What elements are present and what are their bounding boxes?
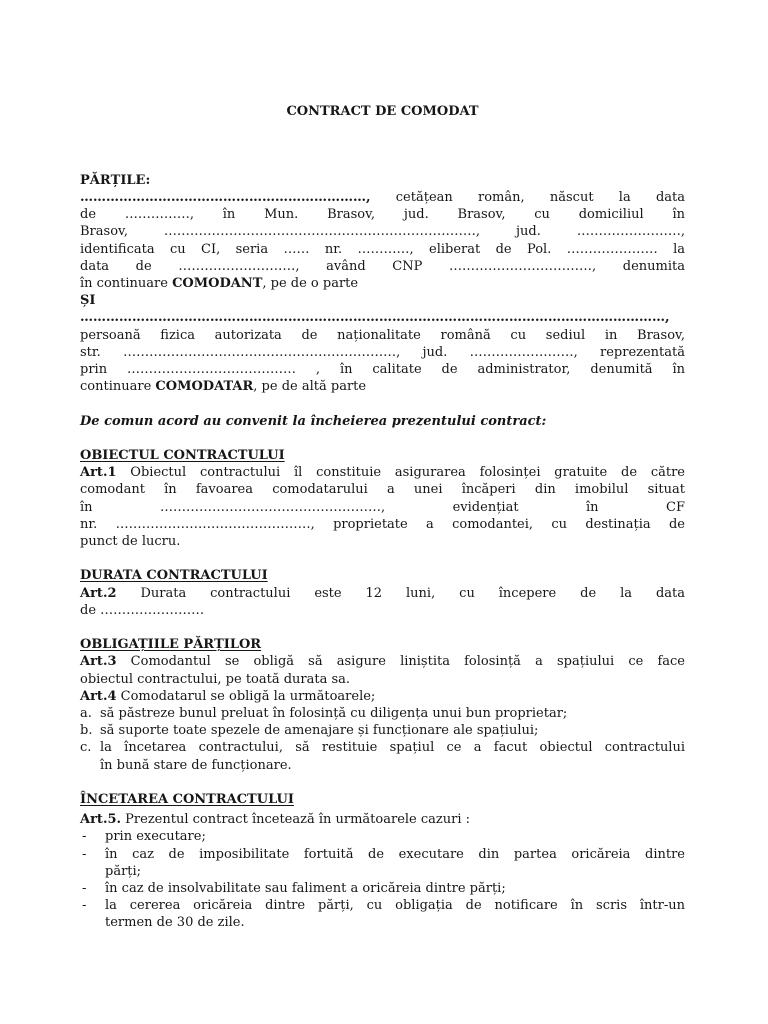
article-5-line-1 bbox=[80, 811, 685, 828]
comodant-line-1 bbox=[80, 189, 685, 206]
comodant-line-6-post: , pe de o parte bbox=[262, 275, 359, 291]
article-5-label: Art.5. bbox=[80, 812, 122, 828]
article-1-label: Art.1 bbox=[80, 465, 117, 481]
article-2-line-2: de …………………… bbox=[80, 602, 205, 618]
list-dash: - bbox=[82, 898, 87, 914]
comodant-line-6 bbox=[80, 275, 685, 292]
termination-item bbox=[80, 828, 685, 845]
article-3-line-1 bbox=[80, 653, 685, 670]
termination-item bbox=[80, 880, 685, 897]
section-heading-obligations: OBLIGAȚIILE PĂRȚILOR bbox=[80, 637, 262, 653]
termination-item-text: la cererea oricăreia dintre părți, cu obligația de notificare în scris într-un bbox=[105, 898, 685, 914]
comodant-line-3: Brasov, ………………………………………………………………, jud. ……………………, bbox=[80, 224, 685, 240]
article-3-line-2: obiectul contractului, pe toată durata sa. bbox=[80, 671, 351, 687]
obligation-item-text: la încetarea contractului, să restituie spațiul ce a facut obiectul contractului bbox=[100, 740, 685, 756]
article-2-line-1 bbox=[80, 585, 685, 602]
comodatar-line-1: persoană fizica autorizata de naționalitate română cu sediul in Brasov, bbox=[80, 327, 685, 343]
parties-conjunction: ȘI bbox=[80, 293, 96, 309]
list-dash: - bbox=[82, 846, 87, 862]
comodant-name-blank: …………………………………………………………, bbox=[80, 189, 371, 205]
termination-item-text: termen de 30 de zile. bbox=[105, 915, 245, 931]
termination-item-text: în caz de imposibilitate fortuită de executare din partea oricăreia dintre bbox=[105, 846, 685, 862]
blank-line bbox=[80, 120, 685, 137]
section-heading-duration: DURATA CONTRACTULUI bbox=[80, 568, 268, 584]
list-marker: c. bbox=[80, 740, 92, 756]
comodant-line-1-text: cetățean român, născut la data bbox=[370, 189, 685, 205]
comodatar-line-2: str. ………………………………………………………, jud. ……………………, reprezentată bbox=[80, 344, 685, 360]
blank-line bbox=[80, 619, 685, 636]
article-4-line-1 bbox=[80, 688, 685, 705]
article-3-text: Comodantul se obligă să asigure liniștita folosință a spațiului ce face bbox=[116, 654, 685, 670]
article-4-text: Comodatarul se obligă la următoarele; bbox=[116, 688, 376, 704]
termination-item-continued bbox=[80, 914, 685, 931]
article-2-label: Art.2 bbox=[80, 585, 117, 601]
blank-line bbox=[80, 774, 685, 791]
comodant-line-5: data de ………………………, având CNP ……………………………, denumita bbox=[80, 258, 685, 274]
obligation-item-text: în bună stare de funcționare. bbox=[100, 757, 292, 773]
list-dash: - bbox=[82, 881, 87, 897]
termination-item bbox=[80, 897, 685, 914]
contract-body bbox=[80, 103, 685, 932]
obligation-item-b bbox=[80, 722, 685, 739]
comodant-line-4: identificata cu CI, seria …… nr. …………, eliberat de Pol. ………………… la bbox=[80, 241, 685, 257]
obligation-item-a bbox=[80, 705, 685, 722]
termination-item-continued bbox=[80, 863, 685, 880]
termination-item-text: părți; bbox=[105, 863, 142, 879]
list-marker: a. bbox=[80, 706, 92, 721]
contract-title: CONTRACT DE COMODAT bbox=[286, 104, 479, 119]
comodant-line-2: de ……………, în Mun. Brasov, jud. Brasov, cu domiciliul în bbox=[80, 207, 685, 223]
blank-line bbox=[80, 155, 685, 172]
termination-item-text: în caz de insolvabilitate sau faliment a oricăreia dintre părți; bbox=[105, 881, 506, 897]
termination-item-text: prin executare; bbox=[105, 829, 206, 845]
article-5-text: Prezentul contract încetează în următoarele cazuri : bbox=[121, 812, 471, 828]
obligation-item-text: să suporte toate spezele de amenajare și funcționare ale spațiului; bbox=[100, 723, 539, 739]
comodatar-name-blank: ………………………………………………………………………………………………………………………, bbox=[80, 310, 670, 326]
article-1-line-4: nr. ………………………………………, proprietate a comodantei, cu destinația de bbox=[80, 516, 685, 532]
article-4-label: Art.4 bbox=[80, 688, 117, 704]
termination-item bbox=[80, 846, 685, 863]
comodatar-line-4-pre: continuare bbox=[80, 379, 156, 395]
article-1-text: Obiectul contractului îl constituie asigurarea folosinței gratuite de către bbox=[116, 465, 685, 481]
parties-heading: PĂRȚILE: bbox=[80, 172, 151, 188]
article-1-line-5: punct de lucru. bbox=[80, 534, 181, 549]
section-heading-termination: ÎNCETAREA CONTRACTULUI bbox=[80, 792, 294, 807]
obligation-item-c bbox=[80, 739, 685, 756]
blank-line bbox=[80, 550, 685, 567]
article-3-label: Art.3 bbox=[80, 654, 117, 670]
obligation-item-text: să păstreze bunul preluat în folosință cu diligența unui bun proprietar; bbox=[100, 706, 568, 721]
obligation-item-c-continued bbox=[80, 757, 685, 774]
blank-line bbox=[80, 430, 685, 447]
blank-line bbox=[80, 137, 685, 154]
list-dash: - bbox=[82, 829, 87, 845]
comodatar-line-4-post: , pe de altă parte bbox=[253, 379, 367, 395]
article-1-line-2: comodant în favoarea comodatarului a unei încăperi din imobilul situat bbox=[80, 482, 685, 498]
article-1-line-1 bbox=[80, 464, 685, 481]
list-marker: b. bbox=[80, 723, 93, 739]
section-heading-object: OBIECTUL CONTRACTULUI bbox=[80, 447, 285, 463]
comodatar-line-3: prin ………………………………… , în calitate de administrator, denumită în bbox=[80, 362, 685, 377]
comodant-role: COMODANT bbox=[172, 275, 263, 291]
article-1-line-3: în ……………………………………………, evidențiat în CF bbox=[80, 499, 685, 515]
comodatar-line-4 bbox=[80, 378, 685, 395]
comodatar-role: COMODATAR bbox=[155, 379, 254, 395]
agreement-statement: De comun acord au convenit la încheierea prezentului contract: bbox=[80, 413, 547, 429]
article-2-text: Durata contractului este 12 luni, cu începere de la data bbox=[116, 585, 685, 601]
comodant-line-6-pre: în continuare bbox=[80, 275, 173, 291]
blank-line bbox=[80, 395, 685, 412]
